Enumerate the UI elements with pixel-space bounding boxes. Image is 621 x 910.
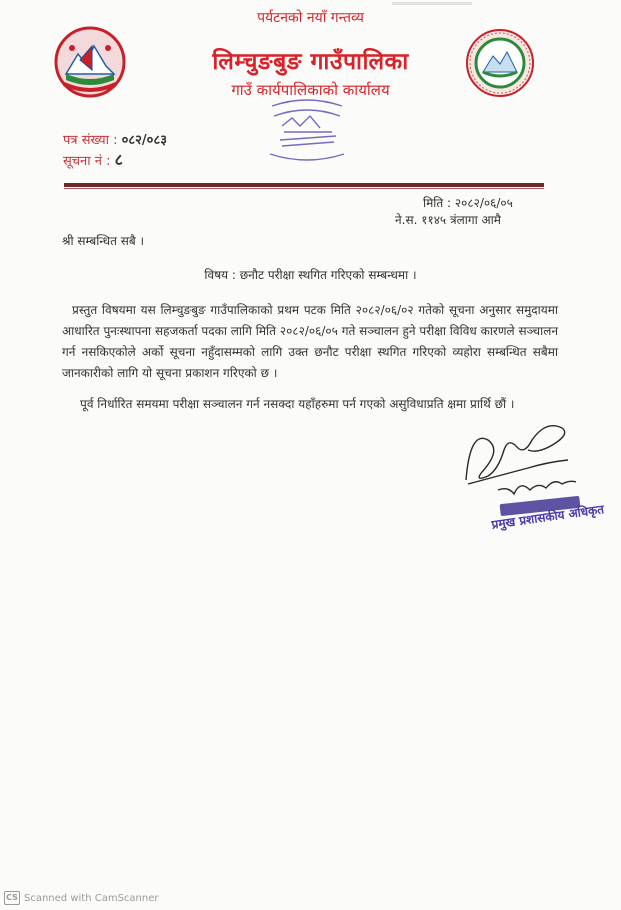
camscanner-logo-icon: CS [4, 891, 20, 905]
scanner-watermark [4, 891, 159, 905]
municipality-name: लिम्चुङबुङ गाउँपालिका [212, 49, 409, 75]
tagline: पर्यटनको नयाँ गन्तव्य [257, 10, 364, 26]
notice-body: प्रस्तुत विषयमा यस लिम्चुङबुङ गाउँपालिकाको प्रथम पटक मिति २०८२/०६/०२ गतेको सूचना अनुसार समुदायमा आधारित पुनःस्थापना सहजकर्ता पदका लागि मिति २०८२/०६/०५ गते सञ्चालन हुने परीक्षा विविध कारणले सञ्चालन गर्न नसकिएकोले अर्को सूचना नहुँदासम्मको लागि उक्त छनौट परीक्षा स्थगित गरिएको व्यहोरा सम्बन्धित सबैमा जानकारीको लागि यो सूचना प्रकाशन गरिएको छ । [62, 303, 558, 380]
office-stamp-icon [262, 96, 352, 164]
nepal-sambat-date: ने.स. ११४५ त्रंलागा आमै [395, 213, 501, 227]
notice-number: ८ [114, 150, 123, 169]
subject-line: विषय : छनौट परीक्षा स्थगित गरिएको सम्बन्धमा । [204, 268, 417, 282]
officer-title: प्रमुख प्रशासकीय अधिकृत [490, 502, 605, 532]
municipality-seal-icon [465, 28, 535, 98]
letter-number-row [63, 130, 167, 148]
header-divider-thin [64, 188, 544, 189]
header-divider [64, 183, 544, 187]
closing-line: पूर्व निर्धारित समयमा परीक्षा सञ्चालन गर्न नसक्दा यहाँहरुमा पर्न गएको असुविधाप्रति क्षमा प्रार्थि छौं । [80, 397, 515, 411]
office-name: गाउँ कार्यपालिकाको कार्यालय [231, 81, 390, 99]
letter-number-label: पत्र संख्या : [63, 133, 118, 148]
scanner-watermark-text: Scanned with CamScanner [24, 892, 159, 904]
issue-date: मिति : २०८२/०६/०५ [423, 196, 513, 210]
scan-artifact [392, 2, 472, 5]
addressee: श्री सम्बन्धित सबै । [62, 234, 145, 248]
letter-number: ०८२/०८३ [121, 133, 167, 148]
notice-number-label: सूचना नं : [63, 154, 111, 169]
notice-number-row [63, 148, 123, 170]
